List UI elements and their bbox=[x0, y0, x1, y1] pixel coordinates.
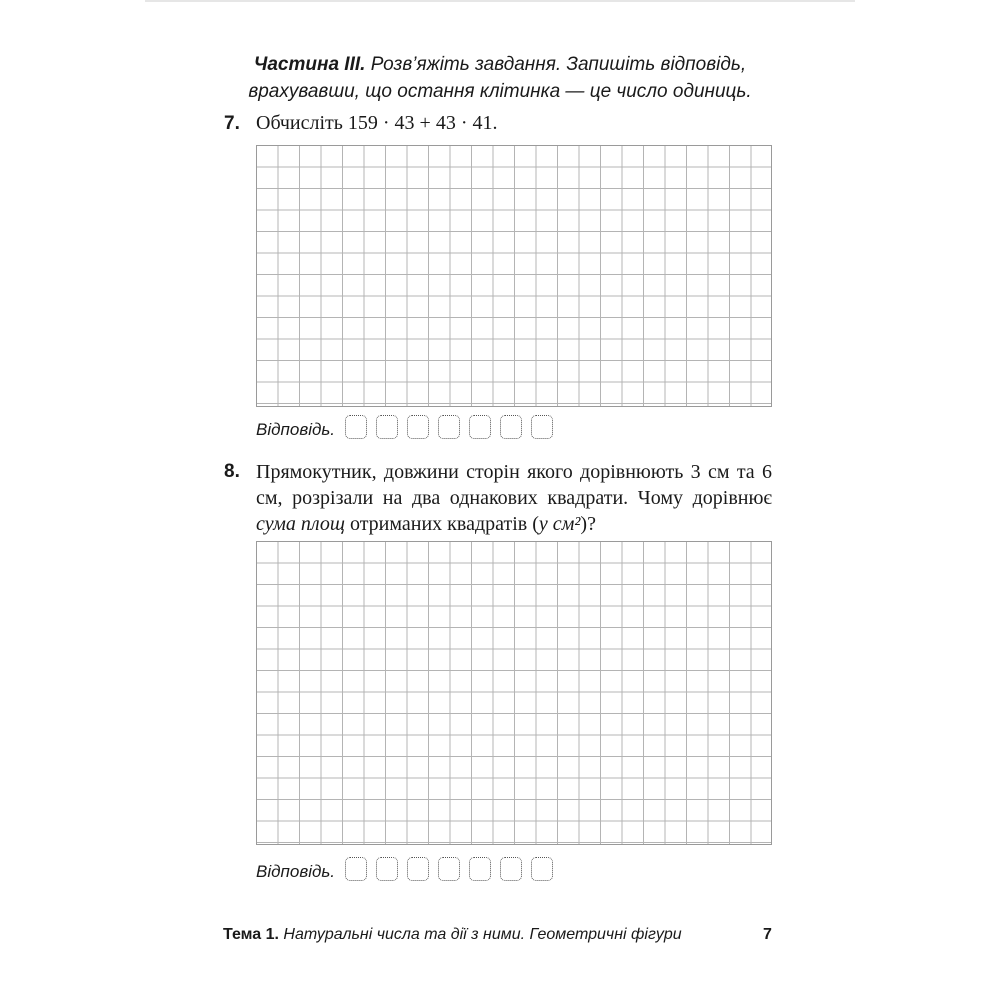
task-7-answer-label: Відповідь. bbox=[256, 420, 336, 439]
page-top-edge bbox=[145, 0, 855, 2]
task-8-number: 8. bbox=[224, 461, 240, 482]
answer-cell[interactable] bbox=[407, 857, 429, 881]
task-8-answer-cells bbox=[345, 857, 562, 881]
answer-cell[interactable] bbox=[376, 857, 398, 881]
topic-label: Тема 1. bbox=[223, 926, 279, 943]
answer-cell[interactable] bbox=[469, 857, 491, 881]
task-8-emphasis: сума площ bbox=[256, 513, 345, 535]
answer-cell[interactable] bbox=[469, 415, 491, 439]
answer-cell[interactable] bbox=[531, 857, 553, 881]
answer-cell[interactable] bbox=[438, 857, 460, 881]
task-7-number: 7. bbox=[224, 113, 240, 134]
answer-cell[interactable] bbox=[500, 415, 522, 439]
task-8-text bbox=[256, 459, 772, 537]
task-8-unit: у см² bbox=[538, 513, 581, 535]
task-7-answer-cells bbox=[345, 415, 562, 439]
task-8-text-part-2: отриманих квадратів ( bbox=[344, 513, 539, 535]
task-7-text: Обчисліть 159 · 43 + 43 · 41. bbox=[256, 112, 498, 134]
part-label: Частина III. bbox=[253, 54, 366, 75]
answer-cell[interactable] bbox=[345, 857, 367, 881]
page-footer bbox=[223, 926, 773, 944]
page-number: 7 bbox=[763, 926, 772, 943]
task-8-text-part-1: Прямокутник, довжини сторін якого дорівнюють 3 см та 6 см, розрізали на два однакових квадрати. Чому дорівнює bbox=[256, 461, 772, 509]
answer-cell[interactable] bbox=[438, 415, 460, 439]
task-7-work-grid bbox=[256, 145, 772, 407]
instruction-line-2: врахувавши, що остання клітинка — це число одиниць. bbox=[248, 81, 752, 102]
task-8-work-grid bbox=[256, 541, 772, 845]
answer-cell[interactable] bbox=[376, 415, 398, 439]
answer-cell[interactable] bbox=[500, 857, 522, 881]
topic-title: Натуральні числа та дії з ними. Геометричні фігури bbox=[278, 926, 682, 943]
task-8-answer-label: Відповідь. bbox=[256, 862, 336, 881]
section-header bbox=[150, 51, 850, 105]
instruction-line-1: Розв’яжіть завдання. Запишіть відповідь, bbox=[370, 54, 747, 75]
answer-cell[interactable] bbox=[407, 415, 429, 439]
answer-cell[interactable] bbox=[531, 415, 553, 439]
task-8-text-part-3: )? bbox=[580, 513, 596, 535]
answer-cell[interactable] bbox=[345, 415, 367, 439]
